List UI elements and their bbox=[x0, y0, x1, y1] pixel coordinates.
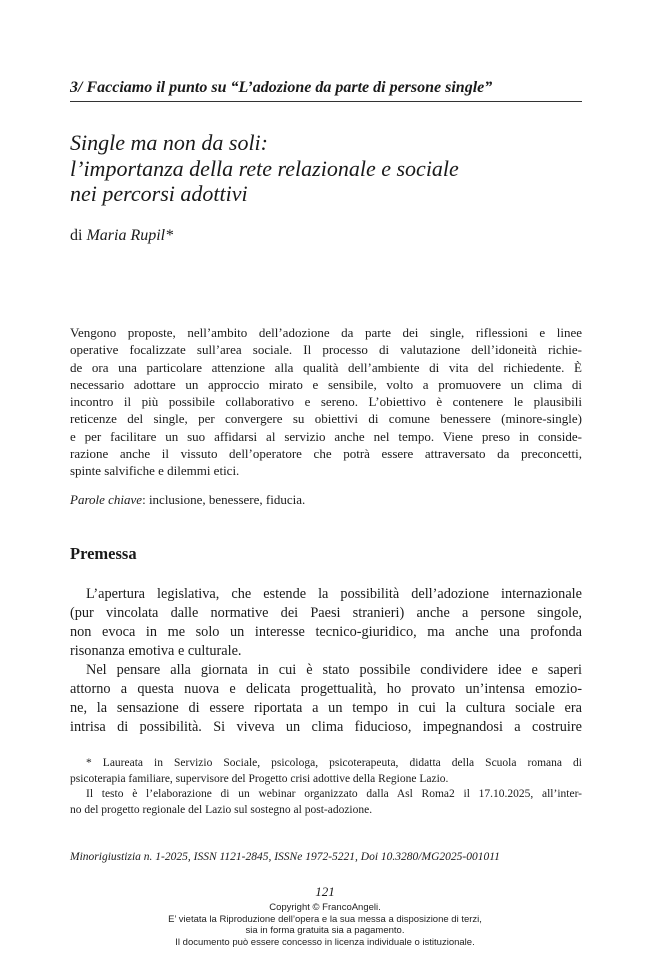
copyright-line: Il documento può essere concesso in licenza individuale o istituzionale. bbox=[175, 936, 475, 948]
journal-reference: Minorigiustizia n. 1-2025, ISSN 1121-2845, ISSNe 1972-5221, Doi 10.3280/MG2025-001011 bbox=[70, 851, 500, 863]
abstract-line: Vengono proposte, nell’ambito dell’adozione da parte dei single, riflessioni e linee bbox=[70, 325, 582, 340]
title-line: nei percorsi adottivi bbox=[70, 181, 248, 206]
footnote-line: Il testo è l’elaborazione di un webinar organizzato dalla Asl Roma2 il 17.10.2025, all’inter- bbox=[86, 788, 582, 800]
footnote-line: psicoterapia familiare, supervisore del Progetto crisi adottive della Regione Lazio. bbox=[70, 772, 449, 785]
body-line: intrisa di possibilità. Si viveva un clima fiducioso, impegnandosi a costruire bbox=[70, 719, 582, 735]
section-heading: Premessa bbox=[70, 544, 137, 563]
byline bbox=[70, 226, 173, 246]
footnotes bbox=[70, 756, 582, 818]
abstract-line: operative focalizzate sull’area sociale. Il processo di valutazione dell’idoneità richie- bbox=[70, 342, 582, 358]
keywords bbox=[70, 491, 305, 508]
copyright-line: E’ vietata la Riproduzione dell’opera e la sua messa a disposizione di terzi, bbox=[168, 913, 482, 925]
abstract bbox=[70, 324, 582, 480]
abstract-line: necessario adottare un approccio mirato e sensibile, volto a promuovere un clima di bbox=[70, 376, 582, 392]
body-line: L’apertura legislativa, che estende la possibilità dell’adozione internazionale bbox=[86, 586, 582, 602]
keywords-label: Parole chiave bbox=[70, 492, 143, 507]
body-line: attorno a questa nuova e delicata progettualità, ho provato un’intensa emozio- bbox=[70, 681, 582, 697]
title-line: Single ma non da soli: bbox=[70, 130, 268, 155]
abstract-line: spinte salvifiche e dilemmi etici. bbox=[70, 463, 240, 479]
body-line: Nel pensare alla giornata in cui è stato possibile condividere idee e saperi bbox=[86, 662, 582, 678]
footnote-line: * Laureata in Servizio Sociale, psicologa, psicoterapeuta, didatta della Scuola romana di bbox=[86, 757, 582, 769]
body-line: risonanza emotiva e culturale. bbox=[70, 643, 242, 659]
abstract-line: reticenze del single, per convergere su obiettivi di comune benessere (minore-single) bbox=[70, 411, 582, 427]
author-name: Maria Rupil* bbox=[86, 227, 174, 244]
body-text bbox=[70, 585, 582, 737]
section-header: 3/ Facciamo il punto su “L’adozione da parte di persone single” bbox=[70, 78, 582, 102]
keywords-text: : inclusione, benessere, fiducia. bbox=[142, 492, 306, 507]
footnote-line: no del progetto regionale del Lazio sul sostegno al post-adozione. bbox=[70, 803, 373, 816]
copyright-notice bbox=[0, 902, 650, 948]
copyright-line: Copyright © FrancoAngeli. bbox=[269, 902, 381, 913]
copyright-line: sia in forma gratuita sia a pagamento. bbox=[245, 925, 405, 937]
abstract-line: e per facilitare un suo affidarsi al servizio anche nel tempo. Viene preso in conside- bbox=[70, 428, 582, 444]
body-line: non evoca in me solo un interesse tecnico-giuridico, ma anche una profonda bbox=[70, 624, 582, 640]
body-line: ne, la sensazione di essere riportata a un tempo in cui la cultura sociale era bbox=[70, 700, 582, 716]
byline-prefix: di bbox=[70, 227, 83, 244]
abstract-line: de ora una particolare attenzione alla qualità dell’ambiente di vita del richiedente. È bbox=[70, 359, 582, 375]
abstract-line: razione anche il vissuto dell’operatore che potrà essere attraversato da preconcetti, bbox=[70, 446, 582, 462]
body-line: (pur vincolata dalle normative dei Paesi stranieri) anche a persone singole, bbox=[70, 605, 582, 621]
article-title bbox=[70, 130, 582, 207]
title-line: l’importanza della rete relazionale e sociale bbox=[70, 155, 459, 181]
abstract-line: incontro il più possibile collaborativo e sereno. L’obiettivo è contenere le plausibili bbox=[70, 394, 582, 410]
page-number: 121 bbox=[315, 884, 335, 899]
